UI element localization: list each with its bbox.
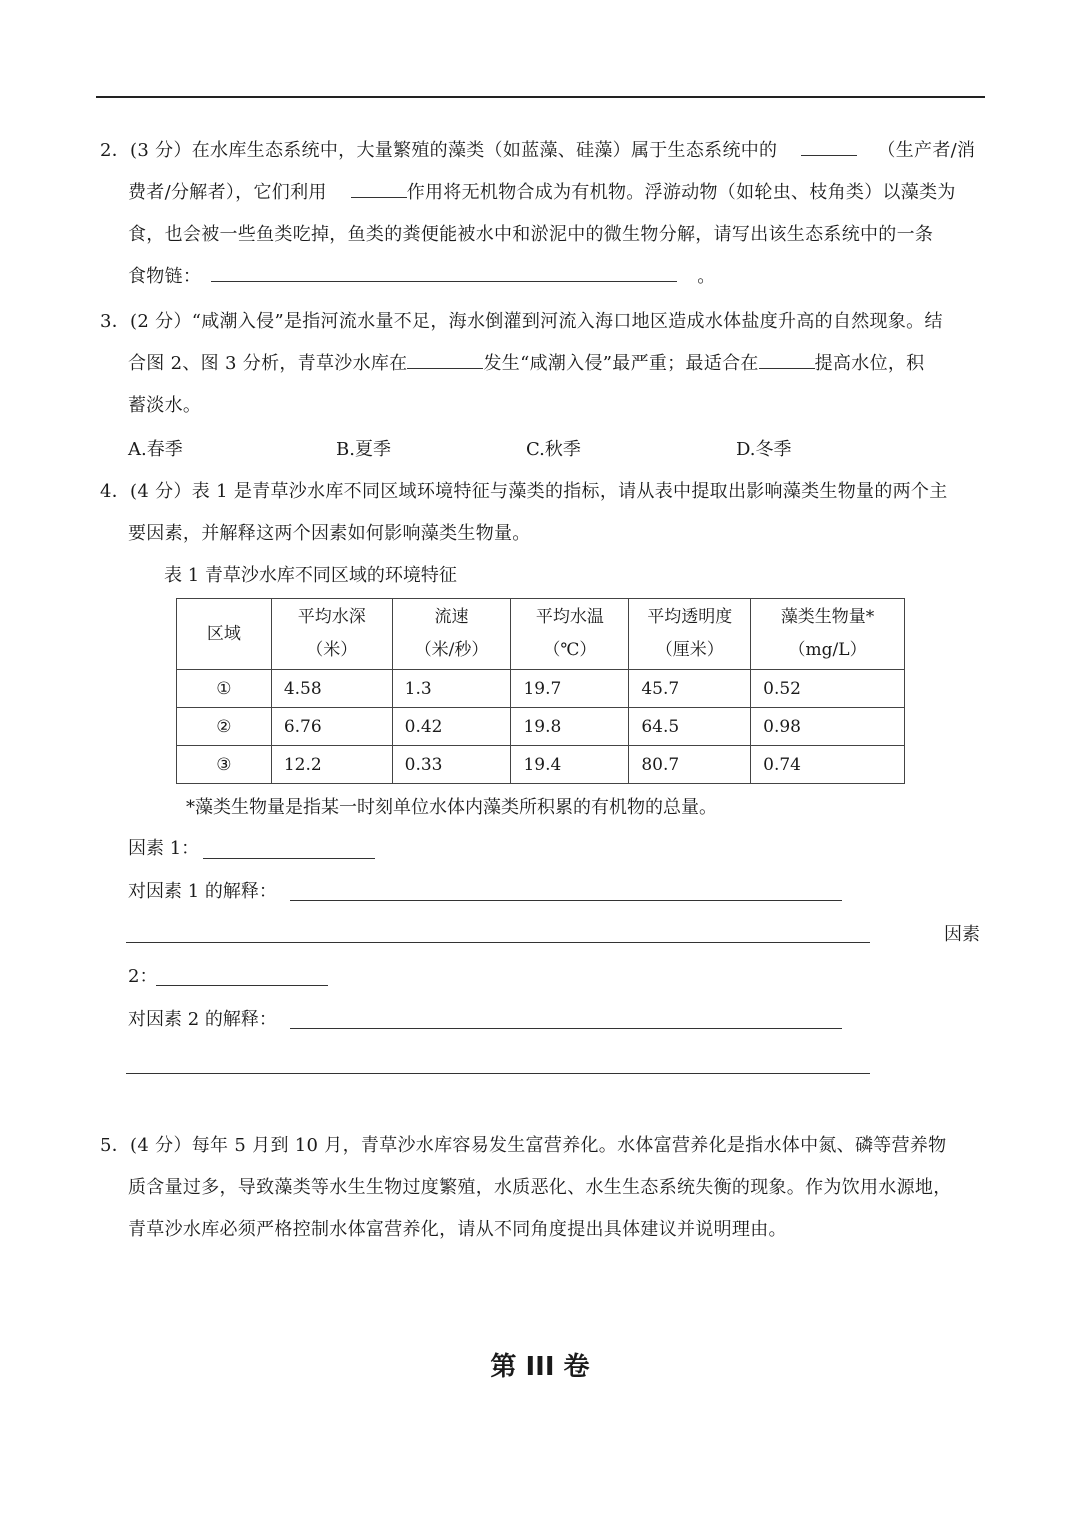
table-cell: 0.98 — [751, 708, 905, 746]
table-cell: 1.3 — [392, 670, 511, 708]
explain-1-answer-line[interactable] — [290, 900, 842, 901]
option-c[interactable]: C.秋季 — [526, 439, 581, 460]
table-cell: ① — [177, 670, 272, 708]
q3-line2-post: 提高水位，积 — [814, 353, 925, 374]
table-header-cell: 平均水温 （℃） — [511, 599, 629, 670]
q5-line-3: 青草沙水库必须严格控制水体富营养化，请从不同角度提出具体建议并说明理由。 — [128, 1219, 787, 1240]
table-cell: 19.8 — [511, 708, 629, 746]
data-table — [176, 598, 905, 784]
q2-line2-post: 作用将无机物合成为有机物。浮游动物（如轮虫、枝角类）以藻类为 — [406, 182, 956, 203]
q2-line4-post: 。 — [697, 266, 716, 287]
table-header-row — [177, 599, 905, 670]
q2-blank-process[interactable] — [351, 177, 407, 198]
table-header-cell: 平均透明度 （厘米） — [629, 599, 751, 670]
option-b[interactable]: B.夏季 — [336, 439, 391, 460]
table-row — [177, 708, 905, 746]
q2-line-3: 食，也会被一些鱼类吃掉，鱼类的粪便能被水中和淤泥中的微生物分解，请写出该生态系统中的一条 — [128, 224, 934, 245]
explain-1-answer-line-2[interactable] — [126, 942, 870, 943]
question-4 — [100, 471, 985, 555]
table-cell: 6.76 — [271, 708, 392, 746]
table-row — [177, 746, 905, 784]
q3-line2-mid: 发生“咸潮入侵”最严重；最适合在 — [483, 353, 759, 374]
table-cell: 0.52 — [751, 670, 905, 708]
table-cell: 12.2 — [271, 746, 392, 784]
table-footnote: *藻类生物量是指某一时刻单位水体内藻类所积累的有机物的总量。 — [186, 797, 717, 818]
q3-options — [128, 432, 928, 468]
table-cell: 80.7 — [629, 746, 751, 784]
factor-1-answer-line[interactable] — [203, 858, 375, 859]
q2-blank-food-chain[interactable] — [211, 261, 677, 282]
q2-line-1 — [100, 130, 985, 172]
table-cell: 0.74 — [751, 746, 905, 784]
table-cell: 45.7 — [629, 670, 751, 708]
table-header-cell: 区域 — [177, 599, 272, 670]
table-cell: 19.4 — [511, 746, 629, 784]
table-cell: 4.58 — [271, 670, 392, 708]
table-row — [177, 670, 905, 708]
q3-line2-pre: 合图 2、图 3 分析，青草沙水库在 — [128, 353, 408, 374]
table-cell: ② — [177, 708, 272, 746]
q2-line-2 — [100, 172, 985, 214]
explain-2-answer-line[interactable] — [290, 1028, 842, 1029]
table-cell: ③ — [177, 746, 272, 784]
option-d[interactable]: D.冬季 — [736, 439, 792, 460]
factor-2-answer-line[interactable] — [156, 985, 328, 986]
q3-line-1: 3．(2 分）“咸潮入侵”是指河流水量不足，海水倒灌到河流入海口地区造成水体盐度升高的自然现象。结 — [100, 311, 943, 332]
q2-line-4 — [100, 256, 985, 298]
factor-2-label-b: 2： — [128, 966, 158, 987]
table-cell: 0.42 — [392, 708, 511, 746]
table-cell: 0.33 — [392, 746, 511, 784]
q3-line-3: 蓄淡水。 — [128, 395, 202, 416]
table-cell: 64.5 — [629, 708, 751, 746]
table-header-cell: 平均水深 （米） — [271, 599, 392, 670]
explain-2-answer-line-2[interactable] — [126, 1073, 870, 1074]
q4-line-2: 要因素，并解释这两个因素如何影响藻类生物量。 — [128, 523, 531, 544]
factor-2-label-a: 因素 — [944, 924, 980, 945]
q5-line-2: 质含量过多，导致藻类等水生生物过度繁殖，水质恶化、水生生态系统失衡的现象。作为饮用水源地， — [128, 1177, 952, 1198]
volume-title: 第 III 卷 — [490, 1352, 590, 1382]
table-header-cell: 藻类生物量* （mg/L） — [751, 599, 905, 670]
table-cell: 19.7 — [511, 670, 629, 708]
q2-line4-pre: 食物链： — [128, 266, 202, 287]
q2-blank-producer[interactable] — [801, 135, 857, 156]
question-3 — [100, 301, 985, 427]
q5-line-1: 5．(4 分）每年 5 月到 10 月，青草沙水库容易发生富营养化。水体富营养化是指水体中氮、磷等营养物 — [100, 1135, 947, 1156]
table-caption: 表 1 青草沙水库不同区域的环境特征 — [164, 565, 457, 586]
table-header-cell: 流速 （米/秒） — [392, 599, 511, 670]
question-5 — [100, 1125, 985, 1251]
q4-line-1: 4．(4 分）表 1 是青草沙水库不同区域环境特征与藻类的指标，请从表中提取出影响藻类生物量的两个主 — [100, 481, 948, 502]
q3-blank-time[interactable] — [759, 348, 815, 369]
option-a[interactable]: A.春季 — [128, 439, 183, 460]
q2-line2-pre: 费者/分解者），它们利用 — [128, 182, 327, 203]
q3-line-2 — [100, 343, 985, 385]
q3-blank-season[interactable] — [407, 348, 483, 369]
q2-line1-text: 2．(3 分）在水库生态系统中，大量繁殖的藻类（如蓝藻、硅藻）属于生态系统中的 — [100, 140, 778, 161]
q2-line1-tail: （生产者/消 — [877, 140, 976, 161]
explain-2-label: 对因素 2 的解释： — [128, 1009, 277, 1030]
header-rule — [96, 96, 985, 98]
factor-1-label: 因素 1： — [128, 838, 200, 859]
explain-1-label: 对因素 1 的解释： — [128, 881, 277, 902]
question-2 — [100, 130, 985, 298]
